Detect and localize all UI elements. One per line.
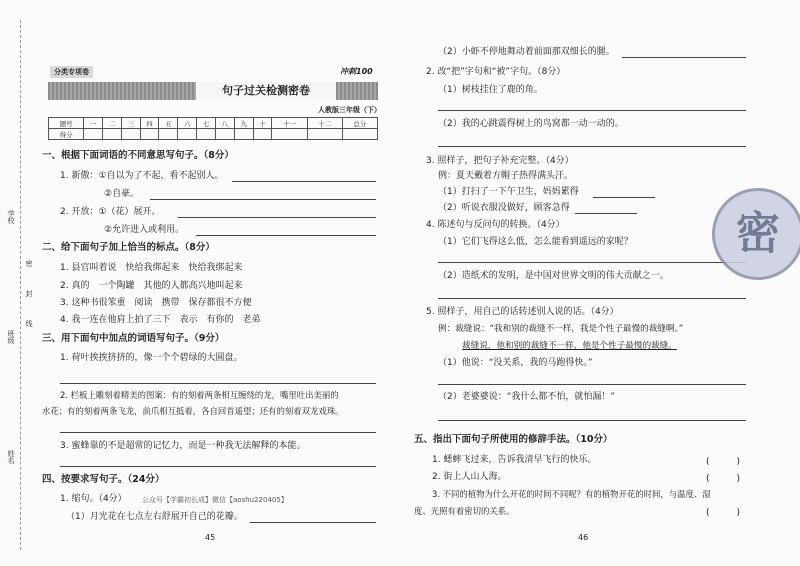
secret-seal-stamp: [712, 188, 800, 280]
answer-line[interactable]: [232, 181, 376, 182]
score-input-cell[interactable]: [178, 129, 197, 140]
score-input-cell[interactable]: [140, 129, 159, 140]
answer-line[interactable]: [250, 522, 376, 523]
section-2-title: 二、给下面句子加上恰当的标点。（8分）: [42, 242, 215, 253]
r-q3-2: （2）听说衣服没做好，顾客急得: [438, 203, 570, 213]
answer-paren[interactable]: ( ): [706, 508, 741, 518]
answer-line[interactable]: [622, 57, 746, 58]
s3-q2a: 2. 栏板上雕刻着精美的图案：有的刻着两条相互缠绕的龙，嘴里吐出美丽的: [60, 390, 339, 400]
score-cell: 总分: [342, 118, 377, 129]
score-cell: 题号: [49, 118, 84, 129]
answer-line[interactable]: [60, 466, 376, 467]
answer-line[interactable]: [196, 235, 376, 236]
score-cell: 得分: [49, 129, 84, 140]
r-s5-1: 1. 蟋蟀飞过来，告诉我清早飞行的快乐。: [432, 455, 597, 465]
answer-line[interactable]: [438, 384, 746, 385]
score-cell: 十: [253, 118, 272, 129]
answer-line[interactable]: [438, 146, 746, 147]
r-q3: 3. 照样子，把句子补充完整。（4分）: [426, 156, 574, 166]
s3-q3: 3. 蜜蜂靠的不是超常的记忆力，而是一种我无法解释的本能。: [60, 441, 306, 451]
s1-q1b: ②自豪。: [104, 189, 140, 199]
s2-q4: 4. 我一连在他肩上拍了三下 表示 有你的 老弟: [60, 315, 261, 325]
section-4-title: 四、按要求写句子。（24分）: [42, 474, 165, 485]
score-cell: 三: [121, 118, 140, 129]
s1-q2a: 2. 开放：①（花）展开。: [60, 207, 161, 217]
r-q2-2: （2）我的心跳震得树上的鸟窝都一动一动的。: [438, 119, 624, 129]
answer-line[interactable]: [575, 213, 637, 214]
r-s5-2: 2. 街上人山人海。: [432, 472, 507, 482]
s2-q2: 2. 真的 一个陶罐 其他的人都高兴地叫起来: [60, 281, 243, 291]
s3-q2b: 水花；有的刻着两条飞龙，前爪相互抵着，各自回首遥望；还有的刻着双龙戏珠。: [42, 406, 344, 416]
s2-q1: 1. 县官叫着说 快给我绑起来 快给我绑起来: [60, 263, 243, 273]
score-input-cell[interactable]: [307, 129, 342, 140]
answer-line[interactable]: [438, 110, 746, 111]
score-cell: 一: [84, 118, 103, 129]
score-row-header: [49, 118, 378, 129]
r-q4-2: （2）造纸术的发明，是中国对世界文明的伟大贡献之一。: [438, 271, 669, 281]
r-q1-2: （2）小虾不停地舞动着前面那双细长的腿。: [438, 47, 615, 57]
score-cell: 七: [197, 118, 216, 129]
score-input-cell[interactable]: [84, 129, 103, 140]
r-q2: 2. 改“把”字句和“被”字句。（8分）: [426, 67, 566, 77]
page-number-right: 46: [578, 533, 589, 542]
r-q5-1: （1）他说：“没关系，我的马跑得快。”: [438, 358, 593, 368]
side-mi: 密: [25, 260, 33, 267]
score-cell: 六: [178, 118, 197, 129]
r-q3-1: （1）打扫了一下午卫生，妈妈累得: [438, 187, 579, 197]
section-5-title: 五、指出下面句子所使用的修辞手法。（10分）: [414, 434, 613, 445]
r-q5-example-1: 例：裁缝说：“我和别的裁缝不一样，我是个性子最慢的裁缝啊。”: [438, 324, 684, 334]
score-cell: 五: [159, 118, 178, 129]
answer-paren[interactable]: ( ): [706, 474, 741, 484]
score-input-cell[interactable]: [342, 129, 377, 140]
score-cell: 十一: [272, 118, 307, 129]
side-feng: 封: [25, 290, 33, 297]
fold-line: [20, 20, 21, 550]
r-q4: 4. 陈述句与反问句的转换。（4分）: [426, 220, 565, 230]
brand-label: 冲刺100: [340, 67, 373, 76]
answer-line[interactable]: [438, 420, 746, 421]
answer-paren[interactable]: ( ): [706, 457, 741, 467]
r-q2-1: （1）树枝挂住了鹿的角。: [438, 85, 543, 95]
r-q5: 5. 照样子，用自己的话转述别人说的话。（4分）: [426, 307, 619, 317]
score-cell: 十二: [307, 118, 342, 129]
r-q4-1: （1）它们飞得这么低，怎么能看到遥远的家呢？: [438, 237, 633, 247]
section-3-title: 三、用下面句中加点的词语写句子。（9分）: [42, 333, 225, 344]
score-input-cell[interactable]: [102, 129, 121, 140]
s2-q3: 3. 这种书很笨重 阅读 携带 保存都很不方便: [60, 298, 252, 308]
score-cell: 八: [215, 118, 234, 129]
answer-line[interactable]: [150, 199, 376, 200]
score-cell: 二: [102, 118, 121, 129]
score-input-cell[interactable]: [234, 129, 253, 140]
s3-q1: 1. 荷叶挨挨挤挤的，像一个个碧绿的大圆盘。: [60, 353, 243, 363]
watermark-text: 公众号【学霸初长成】微信【aoshu220405】: [142, 496, 288, 504]
answer-line[interactable]: [178, 217, 376, 218]
score-input-cell[interactable]: [159, 129, 178, 140]
score-input-cell[interactable]: [215, 129, 234, 140]
side-xian: 线: [25, 320, 33, 327]
score-cell: 四: [140, 118, 159, 129]
r-q3-example: 例：夏天戴着方帽子热得满头汗。: [438, 171, 574, 181]
s1-q1a: 1. 新傲：①自以为了不起，看不起别人。: [60, 171, 224, 181]
side-name: 姓名: [7, 450, 15, 464]
score-table: [48, 117, 378, 140]
side-school: 学校: [7, 210, 15, 224]
answer-line[interactable]: [60, 383, 376, 384]
side-class: 班级: [7, 330, 15, 344]
score-input-cell[interactable]: [121, 129, 140, 140]
s4-q1: 1. 缩句。（4分）: [60, 494, 127, 504]
answer-line[interactable]: [593, 197, 655, 198]
score-input-cell[interactable]: [197, 129, 216, 140]
s1-q2b: ②允许进入或利用。: [104, 225, 185, 235]
section-1-title: 一、根据下面词语的不同意思写句子。（8分）: [42, 150, 234, 161]
r-q5-example-2: 裁缝说，他和别的裁缝不一样，他是个性子最慢的裁缝。: [462, 341, 677, 351]
answer-line[interactable]: [438, 262, 746, 263]
answer-line[interactable]: [438, 298, 746, 299]
r-q5-2: （2）老婆婆说：“我什么都不怕，就怕漏！”: [438, 392, 616, 402]
binding-sidebar: [0, 0, 34, 566]
s4-q1-1: （1）月光花在七点左右舒展开自己的花瓣。: [66, 512, 243, 522]
r-s5-3b: 度、光照有着密切的关系。: [414, 506, 515, 516]
score-row-values: [49, 129, 378, 140]
score-input-cell[interactable]: [253, 129, 272, 140]
r-s5-3a: 3. 不同的植物为什么开花的时间不同呢？有的植物开花的时间，与温度、湿: [432, 489, 711, 499]
answer-line[interactable]: [60, 432, 376, 433]
series-label: 分类专项卷: [50, 66, 93, 78]
page-number-left: 45: [205, 533, 216, 542]
page-title: 句子过关检测密卷: [196, 82, 336, 100]
right-page: [400, 0, 800, 566]
score-cell: 九: [234, 118, 253, 129]
seal-character: 密: [736, 208, 780, 259]
score-input-cell[interactable]: [272, 129, 307, 140]
edition-label: 人教版三年级（下）: [318, 106, 381, 114]
title-banner: [48, 82, 378, 100]
